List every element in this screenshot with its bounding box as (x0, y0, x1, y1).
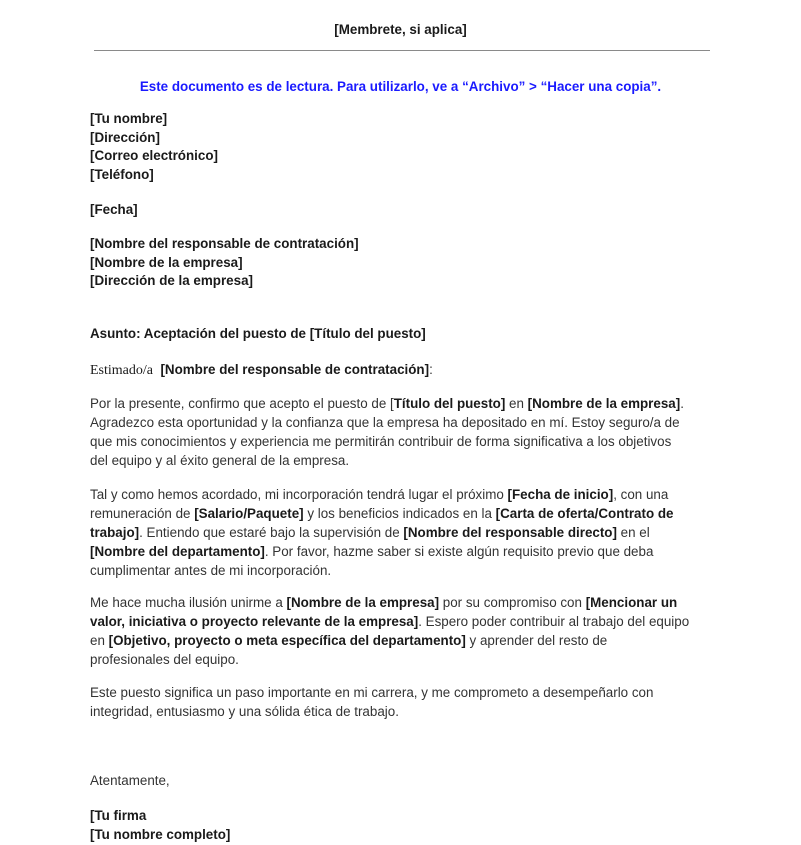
company-value-placeholder: [Mencionar un (585, 595, 678, 610)
text-run: en (90, 632, 109, 648)
subject-line (90, 325, 720, 344)
text-run: Me hace mucha ilusión unirme a (90, 595, 287, 610)
date-block (90, 201, 720, 220)
paragraph-2-line-5: cumplimentar antes de mi incorporación. (90, 562, 332, 578)
signature-placeholder: [Tu firma (90, 808, 147, 823)
start-date-placeholder: [Fecha de inicio] (507, 487, 614, 502)
paragraph-2-line-3 (90, 524, 722, 543)
salutation-punct: : (429, 362, 433, 377)
text-run: en el (616, 524, 650, 540)
subject-text: Asunto: Aceptación del puesto de [Título del puesto] (90, 326, 426, 341)
recipient-block (90, 235, 720, 291)
sender-email: [Correo electrónico] (90, 148, 218, 164)
sender-phone: [Teléfono] (90, 166, 154, 182)
company-value-placeholder-cont: valor, iniciativa o proyecto relevante de la empresa] (90, 613, 419, 629)
header-divider (94, 50, 710, 51)
sender-name: [Tu nombre] (90, 111, 168, 126)
sender-address: [Dirección] (90, 129, 160, 145)
salutation (90, 361, 720, 381)
paragraph-3-line-3 (90, 632, 722, 651)
paragraph-1 (90, 395, 722, 471)
job-title-placeholder: Título del puesto] (393, 396, 506, 411)
paragraph-3-line-1 (90, 594, 722, 613)
department-placeholder: [Nombre del departamento] (90, 543, 265, 559)
text-run: . Por favor, hazme saber si existe algún requisito previo que deba (264, 543, 654, 559)
paragraph-2-line-1 (90, 486, 722, 505)
paragraph-4-line-1: Este puesto significa un paso importante en mi carrera, y me comprometo a desempeñarlo con (90, 685, 654, 700)
signature-block (90, 807, 720, 844)
manager-name-placeholder: [Nombre del responsable directo] (403, 524, 617, 540)
read-only-notice: Este documento es de lectura. Para utilizarlo, ve a “Archivo” > “Hacer una copia”. (139, 79, 662, 94)
paragraph-1-line-1 (90, 395, 722, 414)
text-run: y aprender del resto de (465, 632, 608, 648)
text-run: remuneración de (90, 505, 195, 521)
text-run: en (505, 396, 528, 411)
text-run: . Entiendo que estaré bajo la supervisión de (139, 524, 404, 540)
recipient-company: [Nombre de la empresa] (90, 254, 243, 270)
paragraph-1-line-2: Agradezco esta oportunidad y la confianza que la empresa ha depositado en mí. Estoy seguro/a de (90, 414, 680, 430)
paragraph-2-line-2 (90, 505, 722, 524)
text-run: , con una (613, 487, 669, 502)
text-run: por su compromiso con (439, 595, 586, 610)
date-placeholder: [Fecha] (90, 202, 138, 217)
offer-letter-placeholder-cont: trabajo] (90, 524, 140, 540)
valediction-block (90, 772, 720, 791)
text-run: Por la presente, confirmo que acepto el puesto de [ (90, 396, 394, 411)
salutation-greeting: Estimado/a (90, 363, 153, 378)
recipient-address: [Dirección de la empresa] (90, 273, 253, 289)
text-run: Tal y como hemos acordado, mi incorporación tendrá lugar el próximo (90, 487, 508, 502)
paragraph-4 (90, 684, 722, 722)
sender-block (90, 110, 720, 184)
paragraph-2-line-4 (90, 543, 722, 562)
department-goal-placeholder: [Objetivo, proyecto o meta específica del departamento] (108, 632, 466, 648)
letterhead-placeholder: [Membrete, si aplica] (334, 22, 467, 37)
company-name-placeholder: [Nombre de la empresa] (527, 396, 681, 411)
paragraph-3-line-4: profesionales del equipo. (90, 651, 239, 667)
paragraph-1-line-4: del equipo y al éxito general de la empresa. (90, 452, 350, 468)
paragraph-3-line-2 (90, 613, 722, 632)
text-run: . (680, 396, 684, 411)
valediction: Atentamente, (90, 773, 170, 788)
full-name-placeholder: [Tu nombre completo] (90, 826, 231, 842)
salutation-name: [Nombre del responsable de contratación] (160, 362, 430, 377)
paragraph-2 (90, 486, 722, 581)
paragraph-4-line-2: integridad, entusiasmo y una sólida ética de trabajo. (90, 703, 399, 719)
text-run: y los beneficios indicados en la (303, 505, 496, 521)
paragraph-1-line-3: que mis conocimientos y experiencia me permitirán contribuir de forma significativa a los objetivos (90, 433, 672, 449)
offer-letter-placeholder: [Carta de oferta/Contrato de (495, 505, 674, 521)
text-run: . Espero poder contribuir al trabajo del equipo (418, 613, 690, 629)
company-name-placeholder: [Nombre de la empresa] (286, 595, 440, 610)
salary-placeholder: [Salario/Paquete] (194, 505, 304, 521)
paragraph-3 (90, 594, 722, 670)
recipient-name: [Nombre del responsable de contratación] (90, 236, 359, 251)
